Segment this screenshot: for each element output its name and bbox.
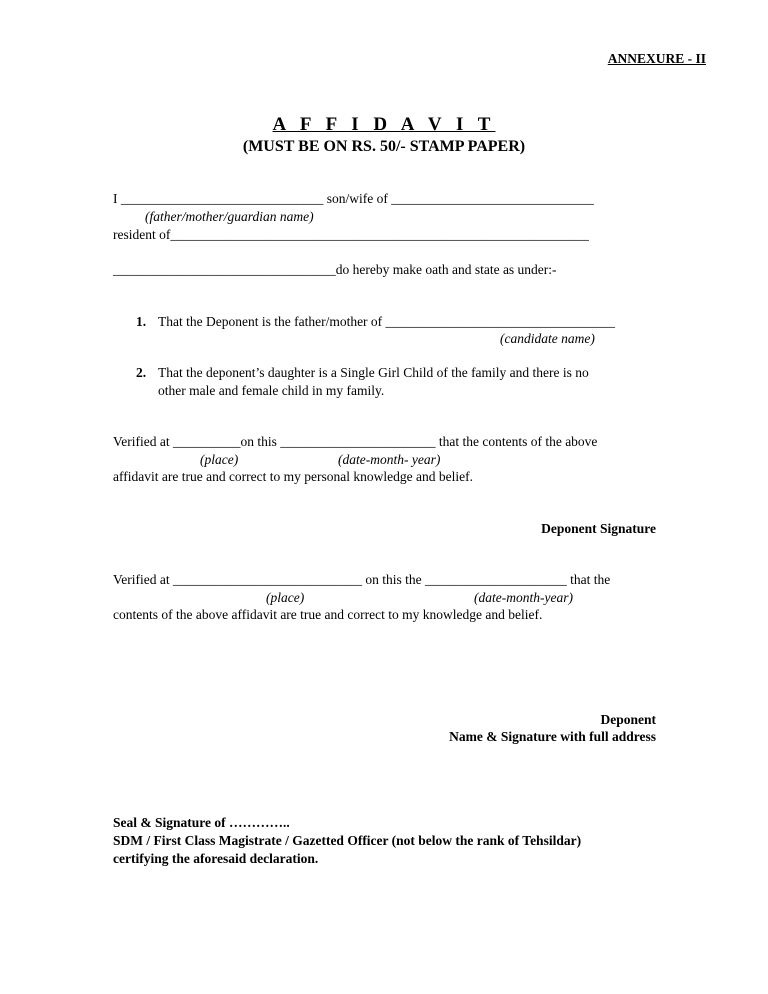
clause-1-text: That the Deponent is the father/mother of __________________________________	[158, 314, 616, 329]
deponent-label: Deponent	[600, 712, 656, 727]
intro-line-1: I ______________________________ son/wife of ______________________________	[113, 191, 594, 206]
clause-2-number: 2.	[136, 365, 147, 380]
deponent-name-signature-label: Name & Signature with full address	[449, 729, 656, 744]
verification-2-line-1: Verified at ____________________________ on this the _____________________ that the	[113, 572, 611, 587]
document-title: A F F I D A V I T	[272, 114, 496, 135]
hint-parent-name: (father/mother/guardian name)	[145, 209, 314, 224]
intro-line-3: _________________________________do hereby make oath and state as under:-	[113, 262, 557, 277]
clause-2-text-line-1: That the deponent’s daughter is a Single Girl Child of the family and there is no	[158, 365, 589, 380]
verification-2-hint-date: (date-month-year)	[474, 590, 573, 605]
intro-line-2: resident of______________________________________________________________	[113, 227, 589, 242]
hint-candidate-name: (candidate name)	[500, 331, 595, 346]
deponent-signature-label: Deponent Signature	[541, 521, 656, 536]
verification-1-hint-place: (place)	[200, 452, 239, 467]
document-subtitle: (MUST BE ON RS. 50/- STAMP PAPER)	[242, 138, 526, 155]
annexure-label: ANNEXURE - II	[607, 51, 706, 66]
clause-2	[136, 365, 656, 381]
seal-signature-label: Seal & Signature of …………..	[113, 815, 290, 830]
verification-1-line-2: affidavit are true and correct to my personal knowledge and belief.	[113, 469, 473, 484]
verification-1-line-1: Verified at __________on this _______________________ that the contents of the above	[113, 434, 598, 449]
clause-1-number: 1.	[136, 314, 147, 329]
verification-1-hint-date: (date-month- year)	[338, 452, 441, 467]
officer-designation: SDM / First Class Magistrate / Gazetted Officer (not below the rank of Tehsildar)	[113, 833, 582, 848]
certification-note: certifying the aforesaid declaration.	[113, 851, 319, 866]
verification-2-hint-place: (place)	[266, 590, 305, 605]
clause-1	[136, 314, 615, 330]
verification-2-line-2: contents of the above affidavit are true and correct to my knowledge and belief.	[113, 607, 543, 622]
clause-2-text-line-2: other male and female child in my family.	[158, 383, 385, 398]
